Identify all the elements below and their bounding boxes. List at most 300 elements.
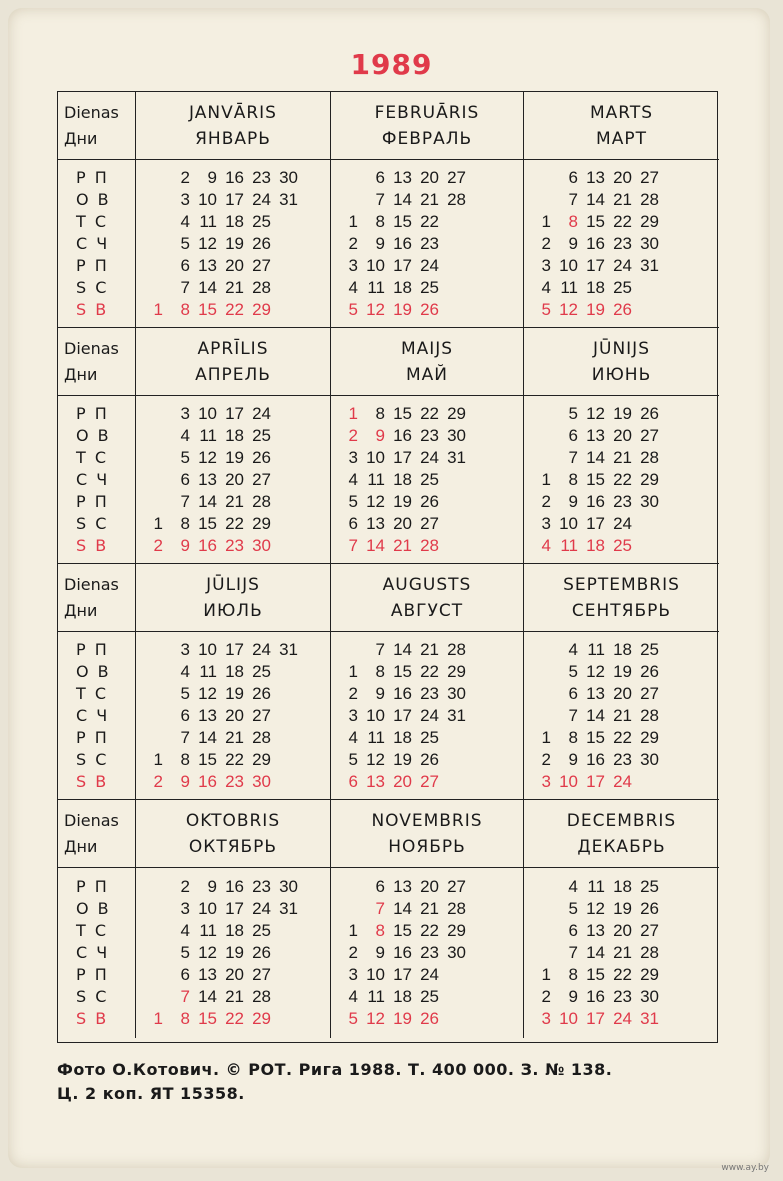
date-number: 21 <box>420 189 439 209</box>
date-number: 13 <box>393 167 412 187</box>
date-number: 10 <box>366 705 385 725</box>
date-number: 28 <box>252 491 271 511</box>
date-number: 8 <box>180 749 190 769</box>
month-dates <box>331 632 524 800</box>
weekday-row <box>331 639 523 661</box>
date-number: 30 <box>640 987 659 1006</box>
date-number: 24 <box>613 771 632 791</box>
date-number: 8 <box>180 513 190 533</box>
date-number: 6 <box>180 469 190 489</box>
date-number: 31 <box>640 255 659 275</box>
date-number: 6 <box>180 705 190 725</box>
date-number: 4 <box>348 727 358 747</box>
date-number: 4 <box>348 469 358 489</box>
day-names-header <box>58 564 136 632</box>
day-name: S C <box>76 749 109 769</box>
day-name: С Ч <box>76 233 110 253</box>
date-number: 27 <box>420 513 439 533</box>
date-number: 22 <box>225 299 244 319</box>
date-number: 23 <box>613 987 632 1006</box>
date-number: 16 <box>225 877 244 896</box>
date-number: 29 <box>640 469 659 489</box>
date-number: 14 <box>393 639 412 659</box>
date-empty <box>439 749 466 771</box>
date-number: 15 <box>586 965 605 984</box>
date-empty <box>271 513 298 535</box>
date-number: 20 <box>420 167 439 187</box>
weekday-row <box>136 535 330 557</box>
month-name-lv: NOVEMBRIS <box>371 810 483 831</box>
weekday-row <box>524 942 719 964</box>
date-empty <box>271 447 298 469</box>
date-number: 11 <box>367 469 385 489</box>
watermark-text: www.ay.by <box>721 1163 769 1173</box>
date-empty <box>524 189 551 211</box>
weekday-row <box>524 447 719 469</box>
date-empty <box>524 683 551 705</box>
date-empty <box>271 661 298 683</box>
date-number: 21 <box>225 727 244 747</box>
date-empty <box>466 920 493 942</box>
date-number: 29 <box>252 299 271 319</box>
day-name: С Ч <box>76 469 110 489</box>
date-empty <box>466 255 493 277</box>
date-number: 25 <box>252 921 271 940</box>
weekday-row <box>136 639 330 661</box>
date-number: 2 <box>180 877 190 896</box>
date-empty <box>466 425 493 447</box>
date-number: 27 <box>420 771 439 791</box>
date-number: 12 <box>198 447 217 467</box>
date-number: 27 <box>447 877 466 896</box>
date-number: 17 <box>393 255 412 275</box>
date-number: 19 <box>225 447 244 467</box>
date-number: 16 <box>225 167 244 187</box>
weekday-row <box>136 876 330 898</box>
date-number: 11 <box>587 877 605 896</box>
date-empty <box>136 683 163 705</box>
weekday-row <box>136 661 330 683</box>
date-empty <box>659 211 686 233</box>
date-number: 30 <box>640 749 659 769</box>
date-number: 29 <box>640 727 659 747</box>
date-number: 15 <box>393 403 412 423</box>
weekday-row <box>524 727 719 749</box>
month-name-lv: JŪNIJS <box>593 338 650 359</box>
date-empty <box>331 898 358 920</box>
weekday-row <box>331 233 523 255</box>
month-name-ru: АВГУСТ <box>390 600 464 621</box>
date-number: 7 <box>375 189 385 209</box>
date-empty <box>466 189 493 211</box>
date-number: 1 <box>153 1009 163 1028</box>
date-number: 13 <box>198 469 217 489</box>
date-empty <box>271 491 298 513</box>
weekday-row <box>331 920 523 942</box>
date-number: 22 <box>420 661 439 681</box>
date-number: 19 <box>393 1009 412 1028</box>
date-number: 18 <box>225 921 244 940</box>
date-empty <box>659 277 686 299</box>
date-empty <box>524 898 551 920</box>
date-empty <box>632 771 659 793</box>
dni-label: Дни <box>64 836 98 856</box>
month-header <box>136 328 331 396</box>
date-number: 10 <box>198 899 217 918</box>
date-number: 14 <box>198 987 217 1006</box>
date-number: 3 <box>348 447 358 467</box>
date-number: 3 <box>541 255 551 275</box>
date-number: 11 <box>199 661 217 681</box>
imprint-line-2: Ц. 2 коп. ЯТ 15358. <box>57 1084 245 1103</box>
weekday-row <box>331 771 523 793</box>
date-number: 25 <box>252 211 271 231</box>
date-number: 10 <box>198 189 217 209</box>
weekday-row <box>136 167 330 189</box>
day-name: Т С <box>76 211 109 231</box>
date-number: 30 <box>447 943 466 962</box>
day-name: Р П <box>76 727 109 747</box>
date-number: 26 <box>613 299 632 319</box>
date-empty <box>659 898 686 920</box>
day-name: S B <box>76 299 109 319</box>
date-number: 7 <box>348 535 358 555</box>
date-number: 31 <box>279 639 298 659</box>
date-number: 15 <box>198 299 217 319</box>
date-empty <box>466 403 493 425</box>
month-name-ru: МАРТ <box>596 128 647 149</box>
weekday-row <box>136 469 330 491</box>
date-number: 6 <box>568 683 578 703</box>
date-empty <box>659 639 686 661</box>
weekday-row <box>331 211 523 233</box>
date-number: 4 <box>348 277 358 297</box>
date-empty <box>271 771 298 793</box>
dienas-label: Dienas <box>64 810 119 830</box>
month-header <box>136 92 331 160</box>
weekday-row <box>331 749 523 771</box>
date-number: 17 <box>225 189 244 209</box>
date-number: 28 <box>447 899 466 918</box>
date-number: 10 <box>559 513 578 533</box>
date-number: 24 <box>613 513 632 533</box>
weekday-row <box>331 683 523 705</box>
date-number: 17 <box>586 513 605 533</box>
date-number: 1 <box>153 513 163 533</box>
dni-label: Дни <box>64 600 98 620</box>
day-name: С Ч <box>76 705 110 725</box>
date-number: 6 <box>568 425 578 445</box>
date-number: 4 <box>180 921 190 940</box>
date-number: 27 <box>252 255 271 275</box>
date-number: 4 <box>568 639 578 659</box>
date-number: 18 <box>225 425 244 445</box>
date-empty <box>466 233 493 255</box>
date-number: 23 <box>613 491 632 511</box>
date-number: 13 <box>366 513 385 533</box>
date-number: 31 <box>640 1009 659 1028</box>
date-number: 15 <box>393 661 412 681</box>
weekday-row <box>331 986 523 1008</box>
date-number: 23 <box>252 877 271 896</box>
weekday-row <box>524 683 719 705</box>
date-empty <box>271 920 298 942</box>
date-number: 18 <box>586 535 605 555</box>
date-empty <box>659 771 686 793</box>
date-empty <box>331 189 358 211</box>
date-number: 6 <box>348 771 358 791</box>
date-number: 16 <box>586 987 605 1006</box>
date-number: 15 <box>586 469 605 489</box>
weekday-row <box>331 403 523 425</box>
weekday-row <box>524 189 719 211</box>
month-dates <box>524 632 719 800</box>
dni-label: Дни <box>64 128 98 148</box>
imprint-line-1: Фото О.Котович. © РОТ. Рига 1988. Т. 400 000. З. № 138. <box>57 1060 613 1079</box>
day-names-header <box>58 92 136 160</box>
date-number: 7 <box>568 943 578 962</box>
date-number: 20 <box>225 705 244 725</box>
date-number: 4 <box>180 661 190 681</box>
date-number: 4 <box>180 211 190 231</box>
weekday-row <box>136 277 330 299</box>
weekday-row <box>524 1008 719 1030</box>
weekday-row <box>524 898 719 920</box>
weekday-row <box>524 403 719 425</box>
date-number: 23 <box>613 233 632 253</box>
weekday-row <box>136 233 330 255</box>
date-empty <box>271 233 298 255</box>
dienas-label: Dienas <box>64 102 119 122</box>
date-empty <box>466 727 493 749</box>
weekday-row <box>331 535 523 557</box>
weekday-row <box>331 255 523 277</box>
date-number: 9 <box>375 425 385 445</box>
weekday-row <box>136 447 330 469</box>
date-number: 21 <box>613 447 632 467</box>
date-number: 8 <box>568 965 578 984</box>
date-empty <box>659 513 686 535</box>
date-number: 8 <box>180 1009 190 1028</box>
month-header <box>331 564 524 632</box>
date-number: 9 <box>180 771 190 791</box>
weekday-row <box>524 749 719 771</box>
weekday-row <box>331 299 523 321</box>
date-empty <box>271 469 298 491</box>
date-number: 12 <box>366 491 385 511</box>
date-number: 18 <box>393 987 412 1006</box>
weekday-row <box>524 277 719 299</box>
date-number: 26 <box>252 683 271 703</box>
day-names-column <box>58 160 136 328</box>
date-empty <box>466 942 493 964</box>
date-number: 18 <box>393 469 412 489</box>
date-number: 4 <box>541 277 551 297</box>
date-number: 17 <box>393 447 412 467</box>
date-empty <box>632 535 659 557</box>
date-number: 14 <box>393 189 412 209</box>
weekday-row <box>524 876 719 898</box>
date-empty <box>136 447 163 469</box>
weekday-row <box>524 964 719 986</box>
date-number: 8 <box>568 211 578 231</box>
date-number: 27 <box>640 167 659 187</box>
date-number: 5 <box>541 299 551 319</box>
weekday-row <box>136 425 330 447</box>
date-number: 25 <box>640 877 659 896</box>
date-empty <box>524 942 551 964</box>
weekday-row <box>524 167 719 189</box>
date-number: 5 <box>180 233 190 253</box>
month-name-lv: AUGUSTS <box>382 574 472 595</box>
month-name-lv: JANVĀRIS <box>189 102 277 123</box>
month-name-ru: МАЙ <box>405 364 448 385</box>
date-empty <box>136 727 163 749</box>
weekday-row <box>524 920 719 942</box>
month-name-ru: АПРЕЛЬ <box>195 364 271 385</box>
date-number: 30 <box>279 877 298 896</box>
date-number: 8 <box>375 661 385 681</box>
date-number: 13 <box>586 921 605 940</box>
date-number: 12 <box>366 1009 385 1028</box>
month-name-ru: СЕНТЯБРЬ <box>571 600 672 621</box>
date-number: 28 <box>640 943 659 962</box>
date-number: 21 <box>613 943 632 962</box>
date-number: 27 <box>447 167 466 187</box>
date-number: 20 <box>393 513 412 533</box>
date-empty <box>659 255 686 277</box>
date-empty <box>136 705 163 727</box>
month-name-lv: SEPTEMBRIS <box>563 574 680 595</box>
date-empty <box>659 920 686 942</box>
date-number: 11 <box>199 425 217 445</box>
month-dates <box>331 160 524 328</box>
date-number: 12 <box>586 899 605 918</box>
date-number: 24 <box>420 705 439 725</box>
month-name-ru: ИЮНЬ <box>591 364 652 385</box>
date-number: 28 <box>447 639 466 659</box>
month-name-lv: JŪLIJS <box>206 574 260 595</box>
date-empty <box>524 876 551 898</box>
date-number: 27 <box>640 683 659 703</box>
weekday-row <box>331 513 523 535</box>
date-number: 5 <box>348 491 358 511</box>
date-number: 21 <box>225 277 244 297</box>
date-number: 28 <box>252 987 271 1006</box>
month-dates <box>136 396 331 564</box>
date-number: 12 <box>366 749 385 769</box>
date-number: 1 <box>348 211 358 231</box>
date-empty <box>524 705 551 727</box>
day-names-column <box>58 396 136 564</box>
date-empty <box>466 491 493 513</box>
date-number: 9 <box>207 167 217 187</box>
month-dates <box>524 396 719 564</box>
date-number: 24 <box>613 255 632 275</box>
date-number: 2 <box>153 771 163 791</box>
date-number: 20 <box>420 877 439 896</box>
date-number: 10 <box>559 771 578 791</box>
date-number: 4 <box>541 535 551 555</box>
date-number: 1 <box>541 469 551 489</box>
date-number: 11 <box>560 277 578 297</box>
date-empty <box>271 964 298 986</box>
date-number: 20 <box>393 771 412 791</box>
weekday-row <box>331 942 523 964</box>
date-empty <box>466 876 493 898</box>
date-number: 22 <box>613 469 632 489</box>
date-empty <box>659 986 686 1008</box>
date-empty <box>271 727 298 749</box>
month-header <box>524 800 719 868</box>
date-number: 31 <box>279 189 298 209</box>
date-number: 19 <box>613 899 632 918</box>
date-number: 17 <box>393 705 412 725</box>
month-name-lv: MARTS <box>589 102 654 123</box>
weekday-row <box>136 403 330 425</box>
date-number: 24 <box>420 255 439 275</box>
day-names-header <box>58 800 136 868</box>
date-number: 26 <box>640 661 659 681</box>
date-empty <box>524 639 551 661</box>
date-number: 22 <box>225 749 244 769</box>
date-number: 27 <box>640 921 659 940</box>
date-number: 7 <box>568 189 578 209</box>
day-name: Р П <box>76 491 109 511</box>
date-number: 11 <box>367 277 385 297</box>
month-name-lv: APRĪLIS <box>197 338 269 359</box>
date-number: 31 <box>279 899 298 918</box>
date-number: 8 <box>375 921 385 940</box>
date-number: 12 <box>198 233 217 253</box>
weekday-row <box>136 771 330 793</box>
date-number: 26 <box>420 299 439 319</box>
date-number: 3 <box>180 639 190 659</box>
date-empty <box>466 167 493 189</box>
date-number: 3 <box>348 255 358 275</box>
weekday-row <box>331 189 523 211</box>
date-number: 16 <box>393 233 412 253</box>
day-name: Т С <box>76 683 109 703</box>
date-empty <box>439 727 466 749</box>
date-empty <box>659 233 686 255</box>
date-empty <box>466 1008 493 1030</box>
weekday-row <box>136 898 330 920</box>
date-number: 8 <box>375 211 385 231</box>
date-number: 30 <box>640 491 659 511</box>
date-number: 5 <box>348 1009 358 1028</box>
date-number: 22 <box>613 211 632 231</box>
date-number: 19 <box>613 661 632 681</box>
weekday-row <box>136 964 330 986</box>
month-dates <box>524 868 719 1038</box>
date-number: 26 <box>252 233 271 253</box>
date-number: 7 <box>568 705 578 725</box>
date-number: 6 <box>180 255 190 275</box>
dienas-label: Dienas <box>64 338 119 358</box>
month-name-lv: MAIJS <box>400 338 454 359</box>
date-number: 5 <box>180 943 190 962</box>
date-number: 3 <box>180 899 190 918</box>
date-empty <box>136 425 163 447</box>
date-number: 31 <box>447 705 466 725</box>
date-number: 19 <box>393 491 412 511</box>
date-number: 21 <box>393 535 412 555</box>
weekday-row <box>331 425 523 447</box>
date-empty <box>524 403 551 425</box>
date-number: 15 <box>198 513 217 533</box>
date-number: 18 <box>225 211 244 231</box>
